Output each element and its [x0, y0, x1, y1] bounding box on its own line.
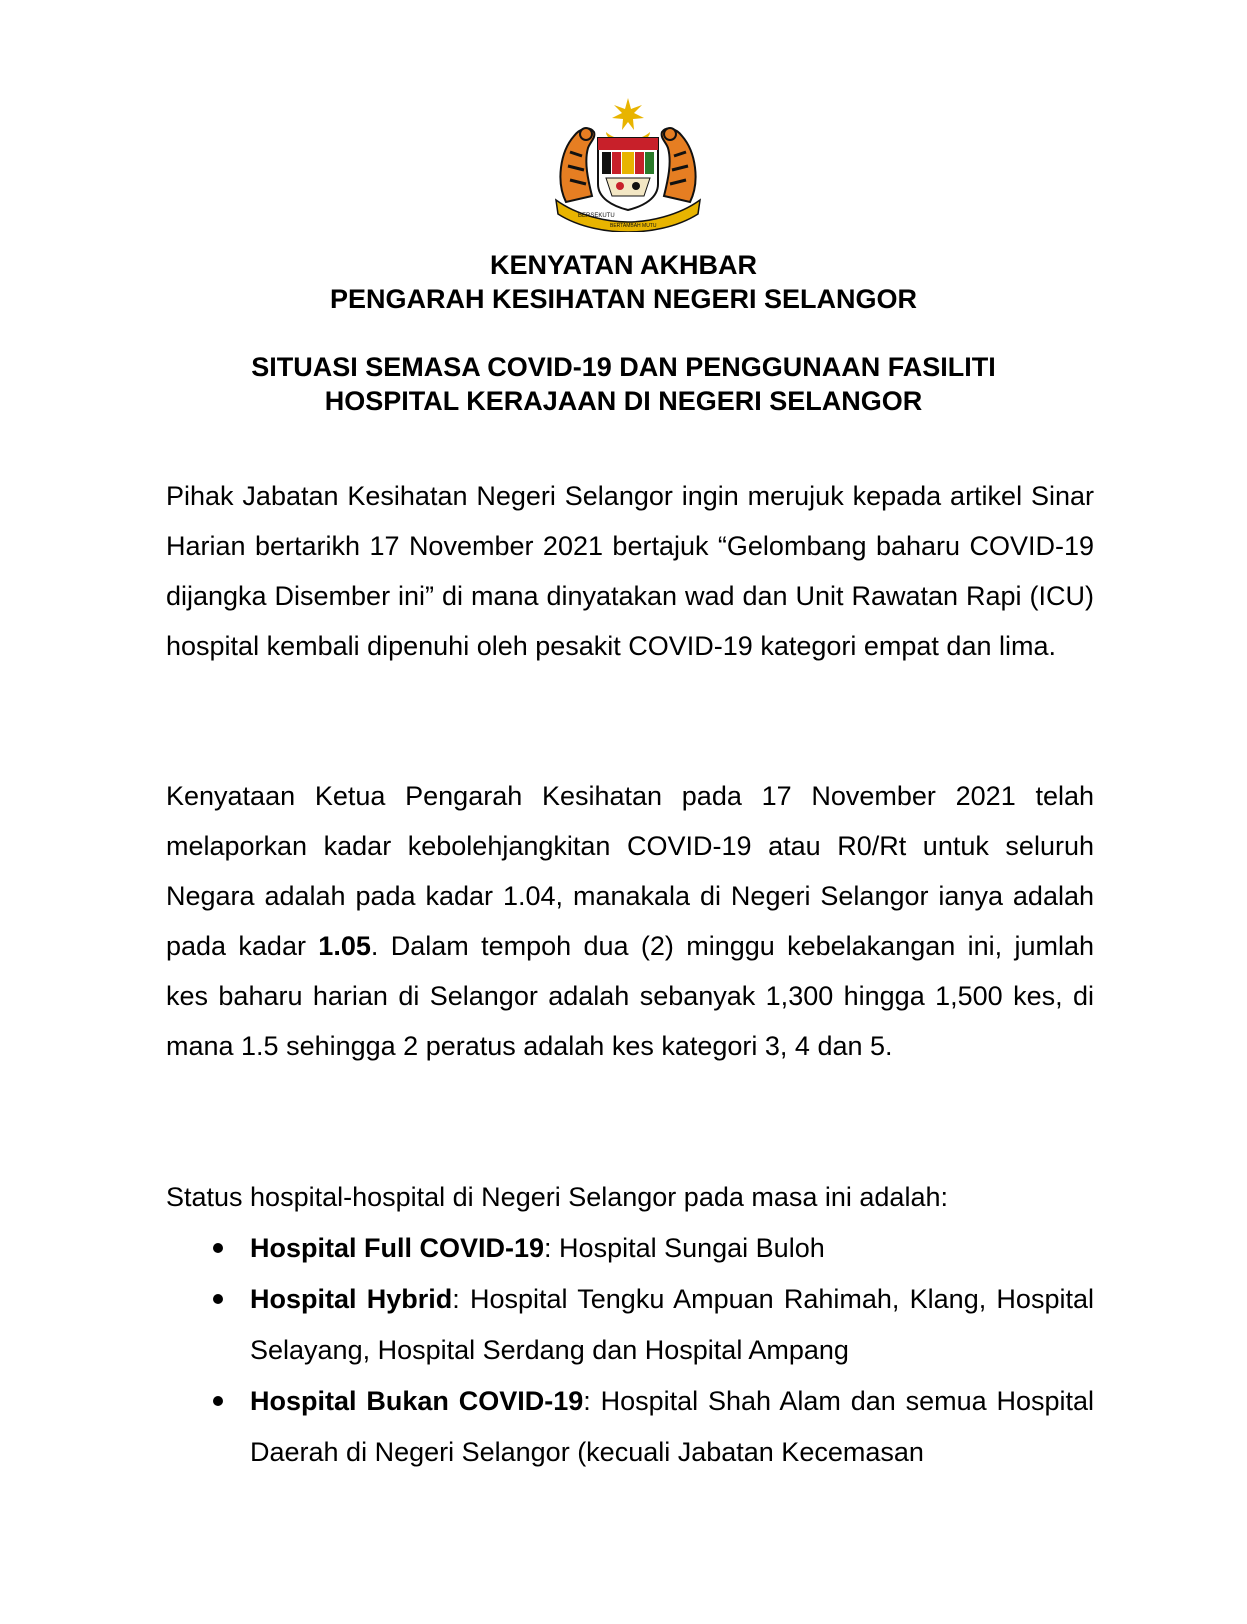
list-item-text: : Hospital Shah Alam dan semua Hospital Daerah di Negeri Selangor (kecuali Jabatan Kecemasan [250, 1386, 1094, 1467]
list-item-label: Hospital Bukan COVID-19 [250, 1386, 584, 1416]
hospital-status-list [166, 1223, 1094, 1478]
press-release-title [0, 248, 1247, 316]
list-item-label: Hospital Full COVID-19 [250, 1233, 545, 1263]
malaysia-coat-of-arms-icon [548, 92, 708, 232]
federal-star-icon [612, 98, 644, 130]
crest-motto-bottom: BERTAMBAH MUTU [610, 223, 657, 229]
list-item [166, 1376, 1094, 1478]
list-item-label: Hospital Hybrid [250, 1284, 453, 1314]
title-line-1: KENYATAN AKHBAR [489, 250, 757, 280]
shield-icon [598, 138, 658, 210]
list-item [166, 1223, 1094, 1274]
bullet-icon [213, 1294, 223, 1304]
subtitle-line-2: HOSPITAL KERAJAAN DI NEGERI SELANGOR [324, 386, 923, 416]
crest-motto-top: BERSEKUTU [578, 213, 615, 219]
list-item [166, 1274, 1094, 1376]
selangor-rt-value: 1.05 [318, 931, 371, 961]
list-item-text: : Hospital Tengku Ampuan Rahimah, Klang, Hospital Selayang, Hospital Serdang dan Hospital Ampang [250, 1284, 1094, 1365]
bullet-icon [213, 1396, 223, 1406]
bullet-icon [213, 1243, 223, 1253]
subtitle-line-1: SITUASI SEMASA COVID-19 DAN PENGGUNAAN FASILITI [251, 352, 996, 382]
list-item-text: : Hospital Sungai Buloh [544, 1233, 825, 1263]
title-line-2: PENGARAH KESIHATAN NEGERI SELANGOR [329, 284, 918, 314]
paragraph-1: Pihak Jabatan Kesihatan Negeri Selangor ingin merujuk kepada artikel Sinar Harian bertarikh 17 November 2021 bertajuk “Gelombang baharu COVID-19 dijangka Disember ini” di mana dinyatakan wad dan Unit Rawatan Rapi (ICU) hospital kembali dipenuhi oleh pesakit COVID-19 kategori empat dan lima. [166, 481, 1094, 661]
press-release-subtitle [0, 350, 1247, 418]
right-tiger-icon [662, 128, 696, 202]
left-tiger-icon [560, 128, 594, 202]
paragraph-2 [166, 771, 1094, 1071]
paragraph-3: Status hospital-hospital di Negeri Selangor pada masa ini adalah: [166, 1182, 948, 1212]
paragraph-2-text-start: Kenyataan Ketua Pengarah Kesihatan pada 17 November 2021 telah melaporkan kadar kebolehjangkitan COVID-19 atau R0/Rt untuk seluruh Negara adalah pada kadar 1.04, manakala di Negeri Selangor ianya adalah pada kadar [166, 781, 1094, 961]
paragraph-2-text-end: . Dalam tempoh dua (2) minggu kebelakangan ini, jumlah kes baharu harian di Selangor adalah sebanyak 1,300 hingga 1,500 kes, di mana 1.5 sehingga 2 peratus adalah kes kategori 3, 4 dan 5. [166, 931, 1094, 1061]
